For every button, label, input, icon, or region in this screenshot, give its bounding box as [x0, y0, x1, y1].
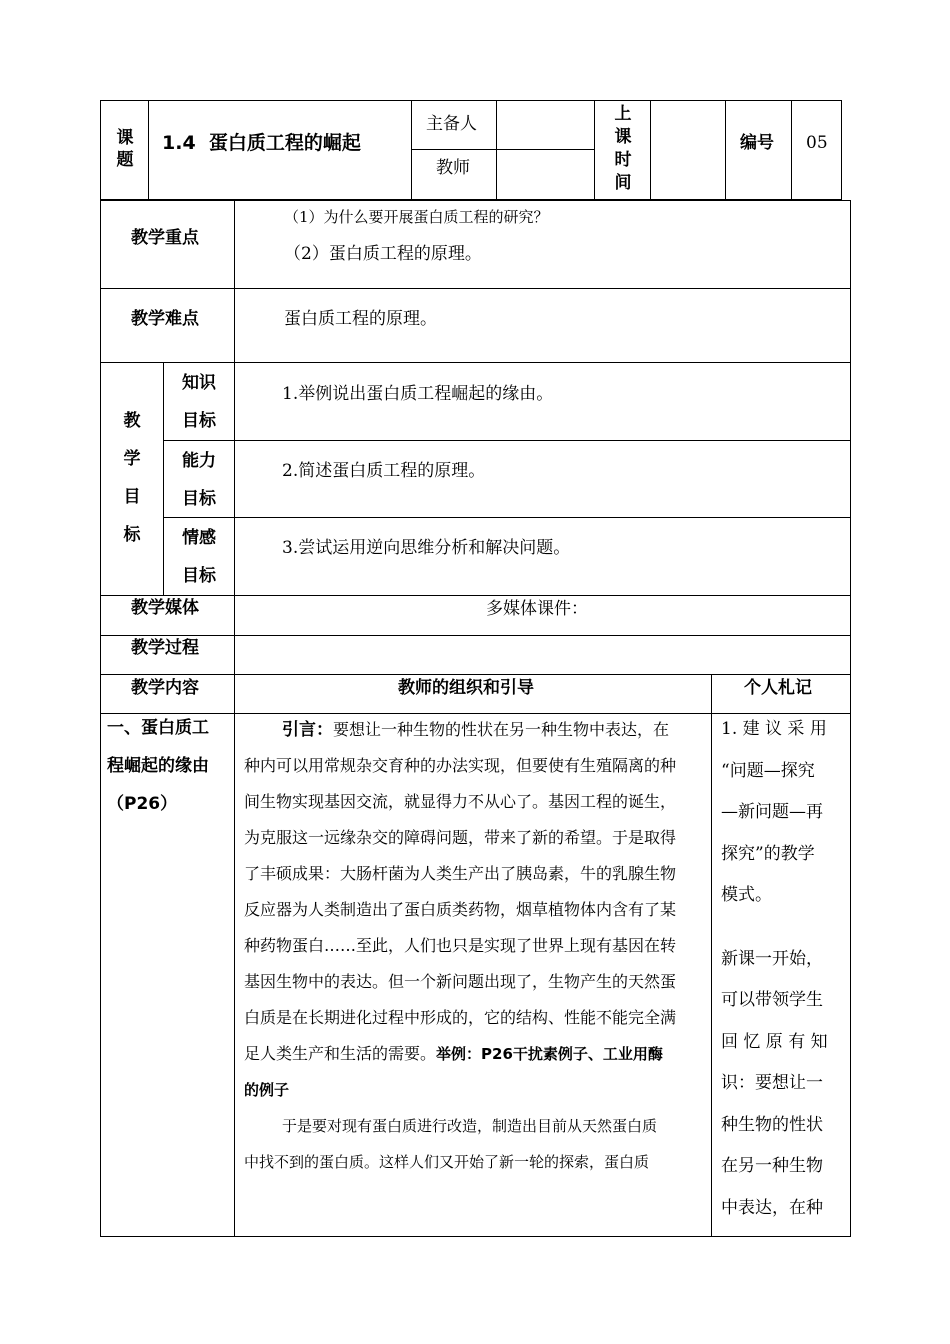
topic-title: 1.4 蛋白质工程的崛起	[162, 132, 361, 154]
objective-ability-text: 2.简述蛋白质工程的原理。	[282, 461, 486, 481]
key-point-item-1: （1）为什么要开展蛋白质工程的研究？	[284, 208, 549, 226]
intro-keyword: 引言：	[282, 720, 333, 740]
media-label: 教学媒体	[131, 598, 199, 618]
note-line-8: 回 忆 原 有 知	[721, 1031, 828, 1052]
objective-ability-label	[172, 442, 226, 518]
section1-guidance	[244, 712, 676, 1180]
body-line-5: 反应器为人类制造出了蛋白质类药物，烟草植物体内含有了某	[244, 900, 677, 919]
process-label: 教学过程	[131, 638, 199, 658]
objective-emotion-label-text: 情感 目标	[182, 528, 216, 586]
body-line-9	[244, 1036, 676, 1072]
body-line-6: 种药物蛋白……至此，人们也只是实现了世界上现有基因在转	[244, 936, 677, 955]
note-line-12: 中表达，在种	[721, 1197, 823, 1218]
section1-title-line-2: 程崛起的缘由	[107, 756, 209, 776]
class-time-label	[608, 103, 638, 195]
objective-knowledge-label-text: 知识 目标	[182, 373, 216, 431]
note-line-9: 识：要想让一	[721, 1073, 823, 1093]
note-line-10: 种生物的性状	[721, 1114, 823, 1135]
lead-teacher-label: 主备人	[426, 114, 477, 134]
teacher-label: 教师	[436, 158, 470, 178]
body-line-7: 基因生物中的表达。但一个新问题出现了，生物产生的天然蛋	[244, 972, 677, 991]
body-line-4: 了丰硕成果：大肠杆菌为人类生产出了胰岛素，牛的乳腺生物	[244, 864, 677, 883]
note-line-6: 新课一开始，	[721, 948, 823, 969]
objective-ability-label-text: 能力 目标	[182, 451, 216, 509]
column-notes: 个人札记	[744, 678, 812, 698]
bold-line: 的例子	[244, 1081, 290, 1099]
objective-emotion-label	[172, 519, 226, 595]
note-line-1: 1. 建 议 采 用	[721, 719, 827, 739]
note-line-2: “问题—探究	[721, 760, 815, 781]
section1-notes	[721, 709, 841, 1229]
section1-title-line-3: （P26）	[107, 794, 178, 814]
objective-emotion-text: 3.尝试运用逆向思维分析和解决问题。	[282, 538, 571, 558]
objectives-label-text: 教 学 目 标	[123, 411, 141, 545]
section1-title	[107, 709, 209, 823]
objectives-label	[117, 402, 147, 554]
number-value: 05	[806, 133, 828, 153]
objective-knowledge-label	[172, 364, 226, 440]
note-line-11: 在另一种生物	[721, 1156, 823, 1176]
topic-label-text: 课 题	[116, 128, 134, 170]
para2-line-1: 于是要对现有蛋白质进行改造，制造出目前从天然蛋白质	[282, 1117, 658, 1135]
difficulties-text: 蛋白质工程的原理。	[284, 309, 437, 329]
note-line-4: 探究”的教学	[721, 843, 815, 864]
last-line-bold: 举例：P26干扰素例子、工业用酶	[436, 1045, 663, 1063]
note-line-5: 模式。	[721, 885, 772, 905]
topic-label	[110, 127, 140, 171]
body-line-8: 白质是在长期进化过程中形成的，它的结构、性能不能完全满	[244, 1008, 677, 1027]
body-line-2: 间生物实现基因交流，就显得力不从心了。基因工程的诞生，	[244, 792, 677, 811]
number-label: 编号	[740, 133, 774, 153]
note-line-3: —新问题—再	[721, 802, 823, 822]
last-line-plain: 足人类生产和生活的需要。	[244, 1044, 437, 1063]
body-line-3: 为克服这一远缘杂交的障碍问题，带来了新的希望。于是取得	[244, 828, 677, 847]
objective-knowledge-text: 1.举例说出蛋白质工程崛起的缘由。	[282, 384, 554, 404]
column-guidance: 教师的组织和引导	[398, 678, 534, 698]
note-line-7: 可以带领学生	[721, 990, 823, 1010]
section1-title-line-1: 一、蛋白质工	[107, 718, 209, 738]
difficulties-label: 教学难点	[131, 309, 199, 329]
key-point-item-2: （2）蛋白质工程的原理。	[284, 244, 482, 264]
para2-line-2: 中找不到的蛋白质。这样人们又开始了新一轮的探索，蛋白质	[244, 1153, 650, 1171]
class-time-text: 上 课 时 间	[614, 104, 632, 193]
intro-first: 要想让一种生物的性状在另一种生物中表达，在	[333, 720, 670, 739]
column-content: 教学内容	[131, 678, 199, 698]
body-line-1: 种内可以用常规杂交育种的办法实现，但要使有生殖隔离的种	[244, 756, 677, 775]
media-text: 多媒体课件：	[486, 599, 588, 619]
key-points-label: 教学重点	[131, 228, 199, 248]
intro-line	[244, 712, 676, 748]
